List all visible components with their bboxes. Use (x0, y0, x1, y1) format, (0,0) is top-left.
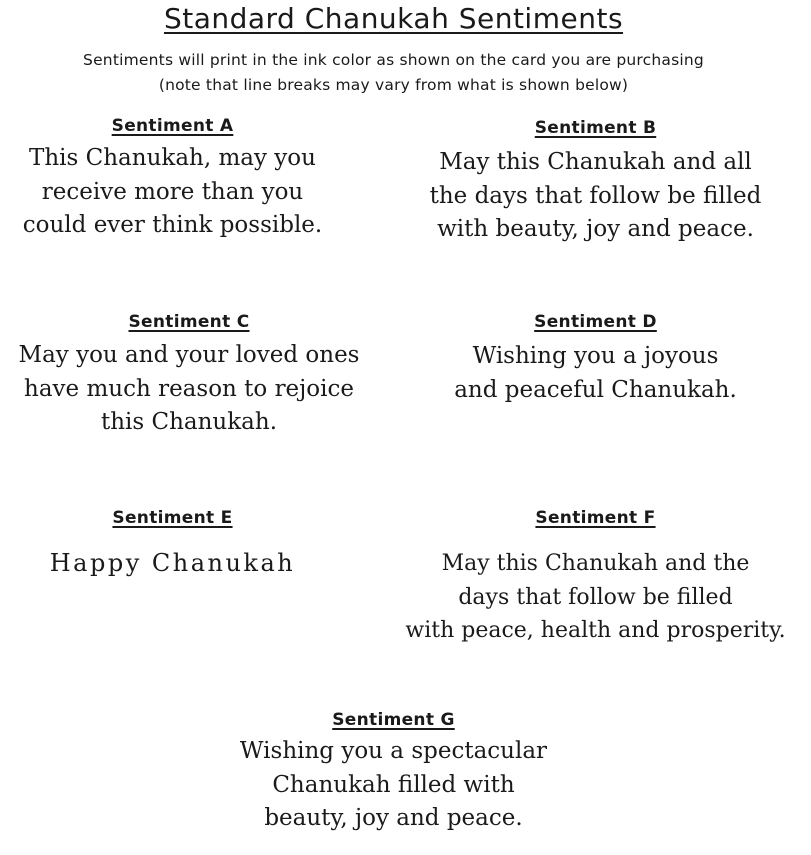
sentiment-f-text (372, 547, 811, 648)
sentiment-g-label: Sentiment G (332, 710, 455, 730)
sentiment-f-line: with peace, health and prosperity. (405, 618, 786, 643)
sentiment-d (380, 312, 811, 407)
sentiment-d-line: and peaceful Chanukah. (454, 376, 737, 403)
sentiment-a-label: Sentiment A (111, 116, 234, 136)
sentiment-g-text (0, 735, 787, 836)
page-title: Standard Chanukah Sentiments (163, 2, 624, 35)
sentiment-a-line: This Chanukah, may you (29, 145, 316, 171)
sentiment-c-line: May you and your loved ones (18, 342, 360, 368)
subtitle-line-2: (note that line breaks may vary from what is shown below) (158, 76, 629, 94)
sentiment-c-line: have much reason to rejoice (24, 375, 354, 402)
sentiment-c-label: Sentiment C (128, 312, 250, 332)
sentiment-g (0, 710, 787, 836)
sentiment-g-line: Chanukah filled with (272, 771, 515, 798)
sentiment-c-text (0, 339, 378, 440)
sentiment-d-label: Sentiment D (534, 312, 657, 332)
sentiment-c-line: this Chanukah. (100, 409, 278, 435)
sentiment-a-text (0, 142, 345, 243)
sentiment-b-line: May this Chanukah and all (439, 149, 752, 175)
subtitle-line-1: Sentiments will print in the ink color as shown on the card you are purchasing (83, 51, 704, 69)
sentiment-g-line: beauty, joy and peace. (264, 805, 523, 831)
sentiment-d-line: Wishing you a joyous (472, 343, 719, 369)
sentiment-e-text (0, 547, 345, 581)
sentiment-a-line: could ever think possible. (22, 212, 323, 238)
sentiment-f-label: Sentiment F (535, 508, 656, 528)
sentiment-d-text (380, 340, 811, 407)
sentiment-g-line: Wishing you a spectacular (239, 738, 548, 764)
sentiment-f-line: days that follow be filled (458, 584, 733, 610)
sentiment-b-text (380, 146, 811, 247)
sentiment-b-line: the days that follow be filled (429, 182, 762, 209)
sentiment-b-line: with beauty, joy and peace. (437, 216, 754, 242)
sentiment-c (0, 312, 378, 440)
sentiment-f-line: May this Chanukah and the (441, 551, 750, 576)
sentiment-e (0, 508, 345, 581)
sentiment-b (380, 118, 811, 247)
sentiment-e-line: Happy Chanukah (49, 549, 296, 577)
sentiment-f (372, 508, 811, 648)
sentiment-b-label: Sentiment B (534, 118, 657, 138)
sentiment-e-label: Sentiment E (112, 508, 233, 528)
sentiment-a (0, 116, 345, 243)
sentiment-a-line: receive more than you (41, 178, 304, 205)
